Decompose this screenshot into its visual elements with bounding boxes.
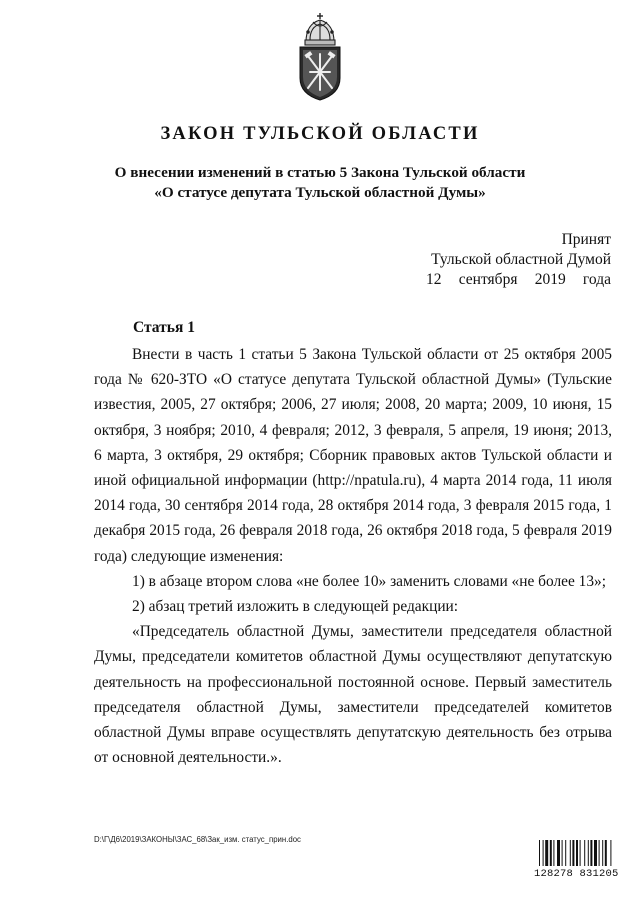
subtitle-line-1: О внесении изменений в статью 5 Закона Тульской области xyxy=(114,164,526,181)
adoption-day: 12 xyxy=(426,271,442,288)
paragraph-main: Внести в часть 1 статьи 5 Закона Тульской области от 25 октября 2005 года № 620-ЗТО «О статусе депутата Тульской областной Думы» (Тульские известия, 2005, 27 октября; 2006, 27 июля; 2008, 20 марта; 2009, 10 июня, 15 октября, 3 ноября; 2010, 4 февраля; 2012, 3 февраля, 5 апреля, 19 июня; 2013, 6 марта, 3 октября, 29 октября; Сборник правовых актов Тульской области и иной официальной информации (http://npatula.ru), 4 марта 2014 года, 11 июля 2014 года, 30 сентября 2014 года, 28 октября 2014 года, 3 февраля 2015 года, 1 декабря 2015 года, 26 февраля 2018 года, 26 октября 2018 года, 5 февраля 2019 года) следующие изменения: xyxy=(94,346,612,565)
adoption-year-word: года xyxy=(582,271,611,288)
article-body xyxy=(94,342,612,770)
adoption-month: сентября xyxy=(458,271,518,288)
adopted-by: Тульской областной Думой xyxy=(431,251,611,268)
paragraph-item-2: 2) абзац третий изложить в следующей редакции: xyxy=(132,598,459,616)
footer-file-path: D:\Г\Д6\2019\ЗАКОНЫ\ЗАС_68\Зак_изм. статус_прин.doc xyxy=(94,835,301,844)
law-subtitle xyxy=(0,163,640,203)
article-heading: Статья 1 xyxy=(133,319,195,336)
paragraph-quoted-text: «Председатель областной Думы, заместители председателя областной Думы, председатели комитетов областной Думы осуществляют депутатскую деятельность на профессиональной постоянной основе. Первый заместитель председателя областной Думы, заместители председателей комитетов областной Думы вправе осуществлять депутатскую деятельность без отрыва от основной деятельности.». xyxy=(94,623,612,767)
adoption-date xyxy=(426,270,611,290)
adopted-word: Принят xyxy=(561,231,611,248)
adoption-block xyxy=(426,230,611,290)
paragraph-item-1: 1) в абзаце втором слова «не более 10» заменить словами «не более 13»; xyxy=(132,572,607,590)
law-title: ЗАКОН ТУЛЬСКОЙ ОБЛАСТИ xyxy=(160,124,480,144)
subtitle-line-2: «О статусе депутата Тульской областной Думы» xyxy=(154,184,486,201)
coat-of-arms-emblem xyxy=(290,12,350,102)
adoption-year: 2019 xyxy=(534,271,566,288)
barcode-number: 128278 831205 xyxy=(534,868,619,880)
